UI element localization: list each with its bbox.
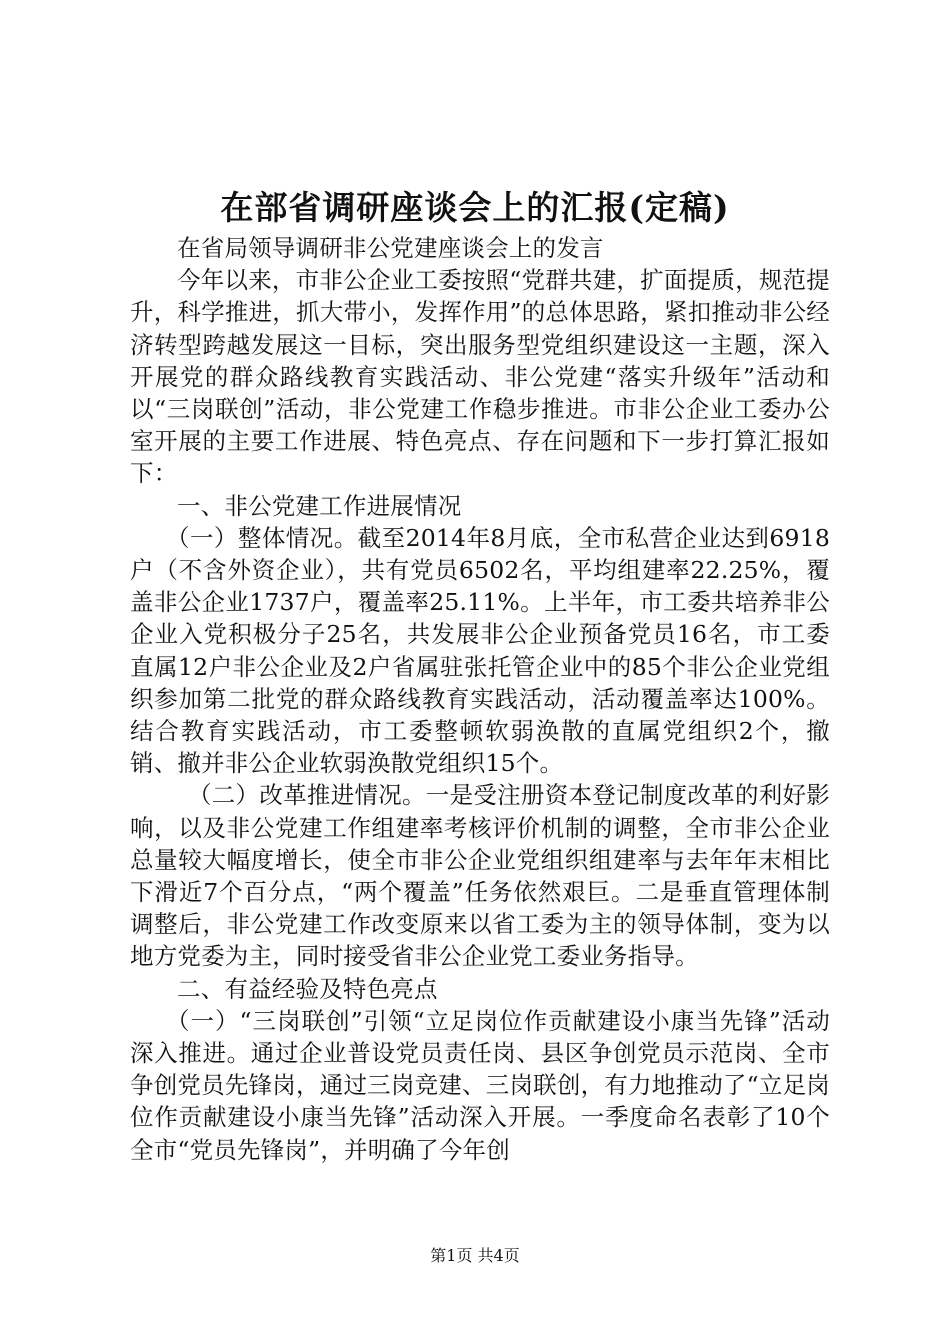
- section-heading-progress: 一、非公党建工作进展情况: [177, 491, 462, 520]
- document-title: 在部省调研座谈会上的汇报(定稿): [220, 188, 730, 227]
- paragraph-reform-progress: （二）改革推进情况。一是受注册资本登记制度改革的利好影响，以及非公党建工作组建率考核评价机制的调整，全市非公企业总量较大幅度增长，使全市非公企业党组织组建率与去年年末相比下滑近7个百分点，“两个覆盖”任务依然艰巨。二是垂直管理体制调整后，非公党建工作改变原来以省工委为主的领导体制，变为以地方党委为主，同时接受省非公企业党工委业务指导。: [130, 781, 830, 971]
- paragraph-overall-situation: （一）整体情况。截至2014年8月底，全市私营企业达到6918户（不含外资企业），共有党员6502名，平均组建率22.25%，覆盖非公企业1737户，覆盖率25.11%。上半年，市工委共培养非公企业入党积极分子25名，共发展非公企业预备党员16名，市工委直属12户非公企业及2户省属驻张托管企业中的85个非公企业党组织参加第二批党的群众路线教育实践活动，活动覆盖率达100%。结合教育实践活动，市工委整顿软弱涣散的直属党组织2个，撤销、撤并非公企业软弱涣散党组织15个。: [130, 523, 830, 778]
- paragraph-intro: 今年以来，市非公企业工委按照“党群共建，扩面提质，规范提升，科学推进，抓大带小，发挥作用”的总体思路，紧扣推动非公经济转型跨越发展这一目标，突出服务型党组织建设这一主题，深入开展党的群众路线教育实践活动、非公党建“落实升级年”活动和以“三岗联创”活动，非公党建工作稳步推进。市非公企业工委办公室开展的主要工作进展、特色亮点、存在问题和下一步打算汇报如下：: [130, 266, 830, 488]
- page-number-footer: 第1页 共4页: [430, 1246, 520, 1265]
- paragraph-speech-title: 在省局领导调研非公党建座谈会上的发言: [177, 234, 604, 262]
- document-body: [130, 232, 830, 1166]
- section-heading-experience: 二、有益经验及特色亮点: [177, 974, 438, 1003]
- paragraph-three-posts: （一）“三岗联创”引领“立足岗位作贡献建设小康当先锋”活动深入推进。通过企业普设党员责任岗、县区争创党员示范岗、全市争创党员先锋岗，通过三岗竞建、三岗联创，有力地推动了“立足岗位作贡献建设小康当先锋”活动深入开展。一季度命名表彰了10个全市“党员先锋岗”，并明确了今年创: [130, 1006, 830, 1164]
